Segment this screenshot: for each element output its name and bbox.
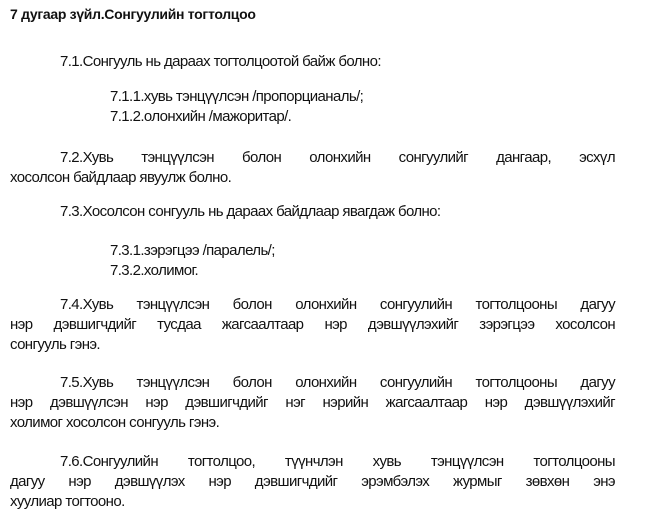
clause-line: 7.6.Сонгуулийн тогтолцоо, түүнчлэн хувь тэнцүүлсэн тогтолцооны <box>60 453 615 470</box>
clause-7-3-2: 7.3.2.холимог. <box>110 262 199 279</box>
article-title: 7 дугаар зүйл.Сонгуулийн тогтолцоо <box>10 6 256 22</box>
clause-line: холимог хосолсон сонгууль гэнэ. <box>10 414 220 431</box>
clause-7-4 <box>10 295 615 355</box>
clause-line: нэр дэвшигчдийг тусдаа жагсаалтаар нэр дэвшүүлэхийг зэрэгцээ хосолсон <box>10 316 615 333</box>
clause-line: 7.5.Хувь тэнцүүлсэн болон олонхийн сонгуулийн тогтолцооны дагуу <box>60 374 615 391</box>
clause-line: 7.4.Хувь тэнцүүлсэн болон олонхийн сонгуулийн тогтолцооны дагуу <box>60 296 615 313</box>
clause-text: 7.3.Хосолсон сонгууль нь дараах байдлаар явагдаж болно: <box>60 203 441 220</box>
clause-7-3-1: 7.3.1.зэрэгцээ /паралель/; <box>110 242 275 259</box>
clause-7-1-1: 7.1.1.хувь тэнцүүлсэн /пропорцианаль/; <box>110 88 364 105</box>
clause-7-3-list <box>10 241 615 281</box>
clause-7-5 <box>10 373 615 433</box>
clause-7-2 <box>10 148 615 188</box>
clause-7-6 <box>10 452 615 512</box>
clause-line: дагуу нэр дэвшүүлэх нэр дэвшигчдийг эрэмбэлэх журмыг зөвхөн энэ <box>10 473 615 490</box>
clause-7-1 <box>10 52 615 72</box>
clause-text: 7.1.Сонгууль нь дараах тогтолцоотой байж болно: <box>60 53 381 70</box>
clause-line: 7.2.Хувь тэнцүүлсэн болон олонхийн сонгуулийг дангаар, эсхүл <box>60 149 615 166</box>
clause-7-3 <box>10 202 615 222</box>
clause-line: хуулиар тогтооно. <box>10 493 125 510</box>
clause-7-1-2: 7.1.2.олонхийн /мажоритар/. <box>110 108 292 125</box>
clause-7-1-list <box>10 87 615 127</box>
clause-line: сонгууль гэнэ. <box>10 336 101 353</box>
clause-line: хосолсон байдлаар явуулж болно. <box>10 169 232 186</box>
clause-line: нэр дэвшүүлсэн нэр дэвшигчдийг нэг нэрийн жагсаалтаар нэр дэвшүүлэхийг <box>10 394 615 411</box>
